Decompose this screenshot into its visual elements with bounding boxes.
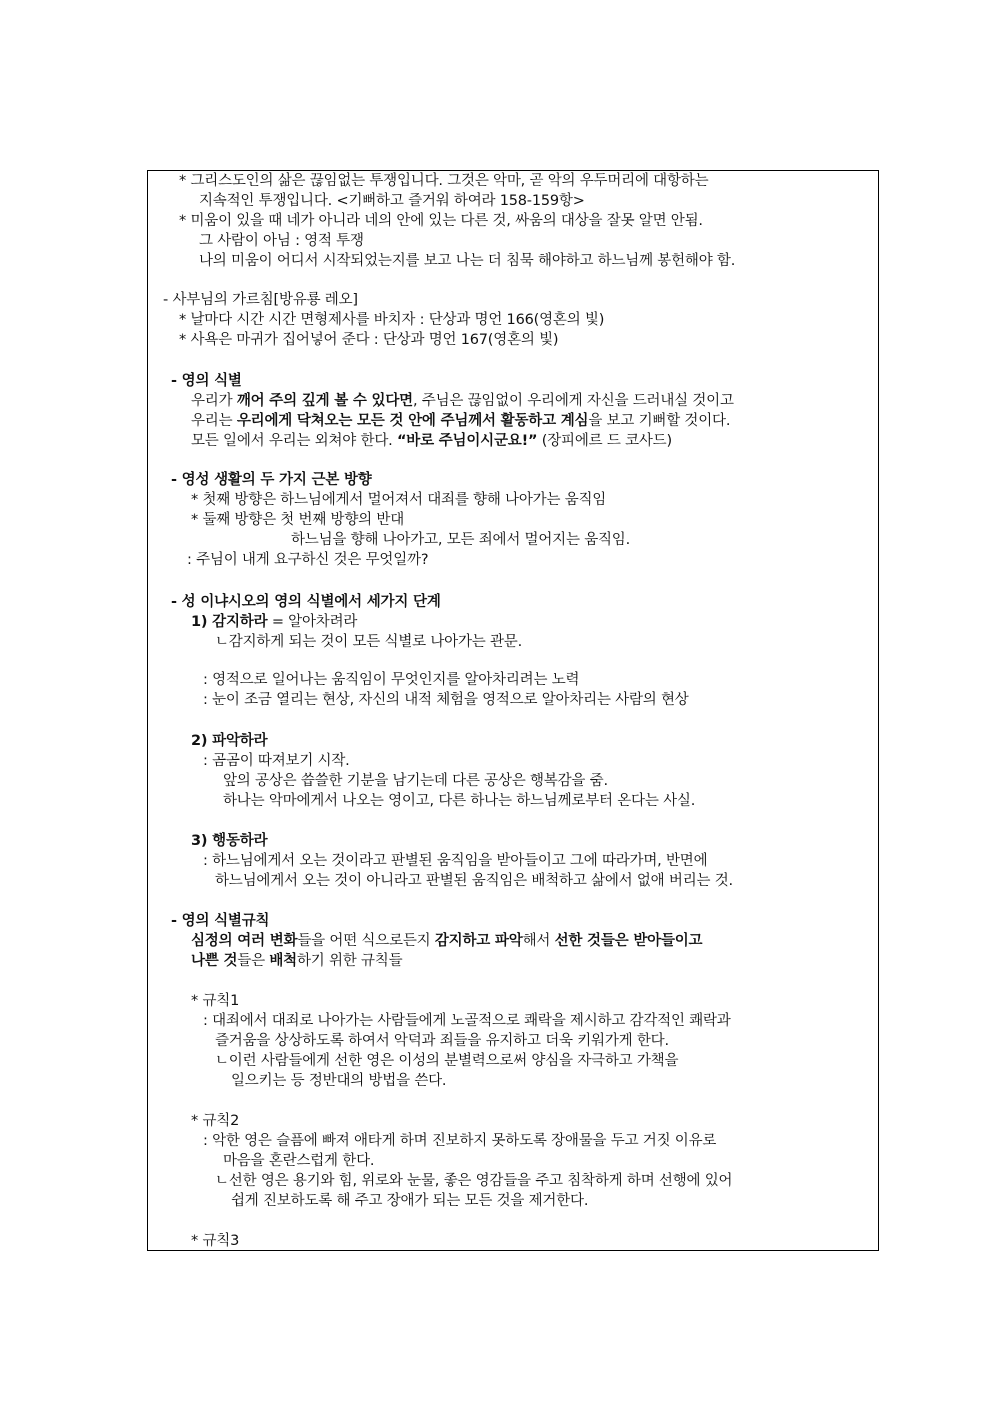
text-line: : 하느님에게서 오는 것이라고 판별된 움직임을 받아들이고 그에 따라가며, 반면에: [203, 853, 708, 869]
text-line: * 첫째 방향은 하느님에게서 멀어져서 대죄를 향해 나아가는 움직임: [191, 492, 607, 508]
text-line: 하나는 악마에게서 나오는 영이고, 다른 하나는 하느님께로부터 온다는 사실.: [223, 793, 696, 809]
text-line: * 미움이 있을 때 네가 아니라 네의 안에 있는 다른 것, 싸움의 대상을 잘못 알면 안됨.: [179, 213, 703, 229]
text-line: * 그리스도인의 삶은 끊임없는 투쟁입니다. 그것은 악마, 곧 악의 우두머리에 대항하는: [179, 173, 709, 189]
text-line: : 영적으로 일어나는 움직임이 무엇인지를 알아차리려는 노력: [203, 672, 580, 688]
text-line: 나의 미움이 어디서 시작되었는지를 보고 나는 더 침묵 해야하고 하느님께 봉헌해야 함.: [199, 253, 736, 269]
text-line: : 곰곰이 따져보기 시작.: [203, 753, 350, 769]
text-line: ㄴ감지하게 되는 것이 모든 식별로 나아가는 관문.: [215, 634, 523, 650]
text-line: * 둘째 방향은 첫 번째 방향의 반대: [191, 512, 404, 528]
text-line: 나쁜 것들은 배척하기 위한 규칙들: [191, 953, 403, 969]
text-line: * 날마다 시간 시간 면형제사를 바치자 : 단상과 명언 166(영혼의 빛): [179, 312, 605, 328]
text-line: : 눈이 조금 열리는 현상, 자신의 내적 체험을 영적으로 알아차리는 사람의 현상: [203, 692, 689, 708]
text-line: 일으키는 등 정반대의 방법을 쓴다.: [231, 1073, 447, 1089]
section-heading: - 영의 식별규칙: [171, 913, 270, 929]
text-line: 모든 일에서 우리는 외쳐야 한다. “바로 주님이시군요!” (장피에르 드 코사드): [191, 433, 672, 449]
text-line: 하느님을 향해 나아가고, 모든 죄에서 멀어지는 움직임.: [291, 532, 631, 548]
text-line: 하느님에게서 오는 것이 아니라고 판별된 움직임은 배척하고 삶에서 없애 버리는 것.: [215, 873, 733, 889]
text-line: 지속적인 투쟁입니다. <기뻐하고 즐거워 하여라 158-159항>: [199, 193, 585, 209]
text-line: ㄴ이런 사람들에게 선한 영은 이성의 분별력으로써 양심을 자극하고 가책을: [215, 1053, 679, 1069]
text-line: : 악한 영은 슬픔에 빠져 애타게 하며 진보하지 못하도록 장애물을 두고 거짓 이유로: [203, 1133, 717, 1149]
text-line: 그 사람이 아님 : 영적 투쟁: [199, 233, 364, 249]
text-line: 1) 감지하라 = 알아차려라: [191, 614, 358, 630]
section-heading: - 사부님의 가르침[방유룡 레오]: [163, 292, 358, 308]
rule-heading: * 규칙2: [191, 1113, 240, 1129]
rule-heading: * 규칙1: [191, 993, 240, 1009]
section-heading: - 성 이냐시오의 영의 식별에서 세가지 단계: [171, 594, 441, 610]
text-line: : 대죄에서 대죄로 나아가는 사람들에게 노골적으로 쾌락을 제시하고 감각적인 쾌락과: [203, 1013, 731, 1029]
text-line: 즐거움을 상상하도록 하여서 악덕과 죄들을 유지하고 더욱 키워가게 한다.: [215, 1033, 669, 1049]
text-line: 3) 행동하라: [191, 833, 268, 849]
text-line: 쉽게 진보하도록 해 주고 장애가 되는 모든 것을 제거한다.: [231, 1193, 589, 1209]
rule-heading: * 규칙3: [191, 1233, 240, 1249]
text-line: 마음을 혼란스럽게 한다.: [223, 1153, 375, 1169]
text-line: : 주님이 내게 요구하신 것은 무엇일까?: [187, 552, 429, 568]
text-line: 우리는 우리에게 닥쳐오는 모든 것 안에 주님께서 활동하고 계심을 보고 기뻐할 것이다.: [191, 413, 731, 429]
section-heading: - 영의 식별: [171, 373, 242, 389]
text-line: 심정의 여러 변화들을 어떤 식으로든지 감지하고 파악해서 선한 것들은 받아들이고: [191, 933, 703, 949]
text-line: 앞의 공상은 씁쓸한 기분을 남기는데 다른 공상은 행복감을 줌.: [223, 773, 608, 789]
text-line: 우리가 깨어 주의 깊게 볼 수 있다면, 주님은 끊임없이 우리에게 자신을 드러내실 것이고: [191, 393, 734, 409]
section-heading: - 영성 생활의 두 가지 근본 방향: [171, 472, 372, 488]
text-line: ㄴ선한 영은 용기와 힘, 위로와 눈물, 좋은 영감들을 주고 침착하게 하며 선행에 있어: [215, 1173, 733, 1189]
text-line: * 사욕은 마귀가 집어넣어 준다 : 단상과 명언 167(영혼의 빛): [179, 332, 559, 348]
document-box: [147, 170, 879, 1251]
text-line: 2) 파악하라: [191, 733, 268, 749]
